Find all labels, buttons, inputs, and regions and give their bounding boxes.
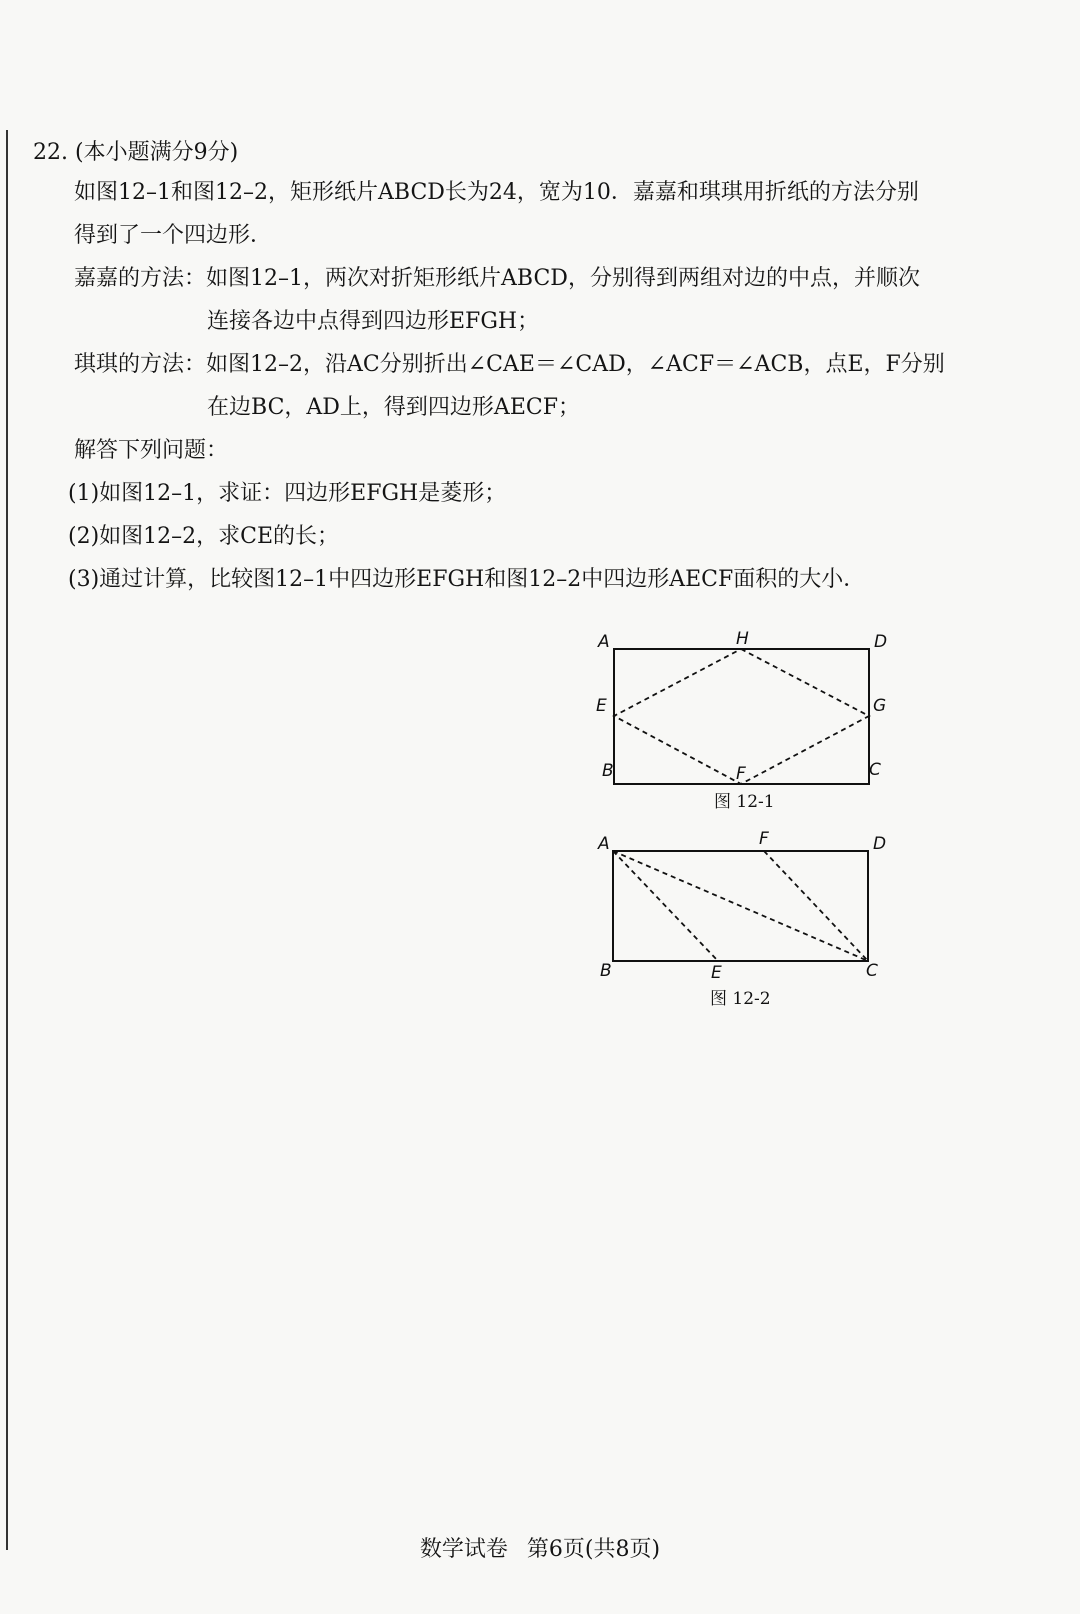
- figure-12-2-caption: 图 12-2: [710, 989, 771, 1009]
- fold-line-fc: [764, 851, 868, 961]
- label-h: H: [736, 629, 749, 649]
- jiajia-method-text-1: 如图12–1，两次对折矩形纸片ABCD，分别得到两组对边的中点，并顺次: [206, 266, 920, 291]
- intro-line-1: 如图12–1和图12–2，矩形纸片ABCD长为24，宽为10．嘉嘉和琪琪用折纸的方法分别: [74, 180, 919, 205]
- label-c: C: [866, 961, 878, 981]
- footer-page-number: 第6页(共8页): [526, 1537, 661, 1562]
- label-d: D: [873, 834, 887, 854]
- figure-12-2: [588, 826, 908, 1021]
- score-note: (本小题满分9分): [75, 140, 239, 165]
- label-d: D: [874, 632, 888, 652]
- question-22: [33, 138, 945, 608]
- sub-question-1: (1)如图12–1，求证：四边形EFGH是菱形；: [68, 481, 507, 506]
- answer-prompt: 解答下列问题：: [74, 438, 229, 463]
- label-e: E: [711, 963, 722, 983]
- label-f: F: [736, 764, 746, 784]
- sub-question-3: (3)通过计算，比较图12–1中四边形EFGH和图12–2中四边形AECF面积的大小．: [68, 567, 866, 592]
- qiqi-method-line-1: [33, 350, 945, 393]
- jiajia-method-line-2: 连接各边中点得到四边形EFGH；: [207, 309, 540, 334]
- label-b: B: [600, 961, 612, 981]
- qiqi-method-line-2: 在边BC，AD上，得到四边形AECF；: [207, 395, 580, 420]
- diagonal-ac: [613, 851, 868, 961]
- qiqi-method-text-1: 如图12–2，沿AC分别折出∠CAE＝∠CAD，∠ACF＝∠ACB，点E，F分别: [206, 352, 945, 377]
- intro-line-2: 得到了一个四边形．: [74, 223, 273, 248]
- label-f: F: [759, 829, 769, 849]
- sub-question-2: (2)如图12–2，求CE的长；: [68, 524, 340, 549]
- fold-line-ae: [613, 851, 718, 961]
- jiajia-method-label: 嘉嘉的方法：: [74, 266, 207, 291]
- label-c: C: [869, 760, 881, 780]
- footer-subject: 数学试卷: [419, 1537, 508, 1562]
- qiqi-method-label: 琪琪的方法：: [74, 352, 207, 377]
- page-footer: [0, 1532, 1080, 1563]
- label-g: G: [873, 696, 887, 716]
- question-header: [33, 138, 933, 178]
- label-e: E: [596, 696, 607, 716]
- label-b: B: [602, 761, 614, 781]
- figure-12-1-caption: 图 12-1: [714, 792, 775, 812]
- jiajia-method-line-1: [33, 264, 933, 307]
- figure-12-1: [588, 625, 908, 825]
- margin-rule: [6, 130, 8, 1550]
- question-number: 22.: [33, 140, 68, 165]
- label-a: A: [598, 834, 610, 854]
- label-a: A: [598, 632, 610, 652]
